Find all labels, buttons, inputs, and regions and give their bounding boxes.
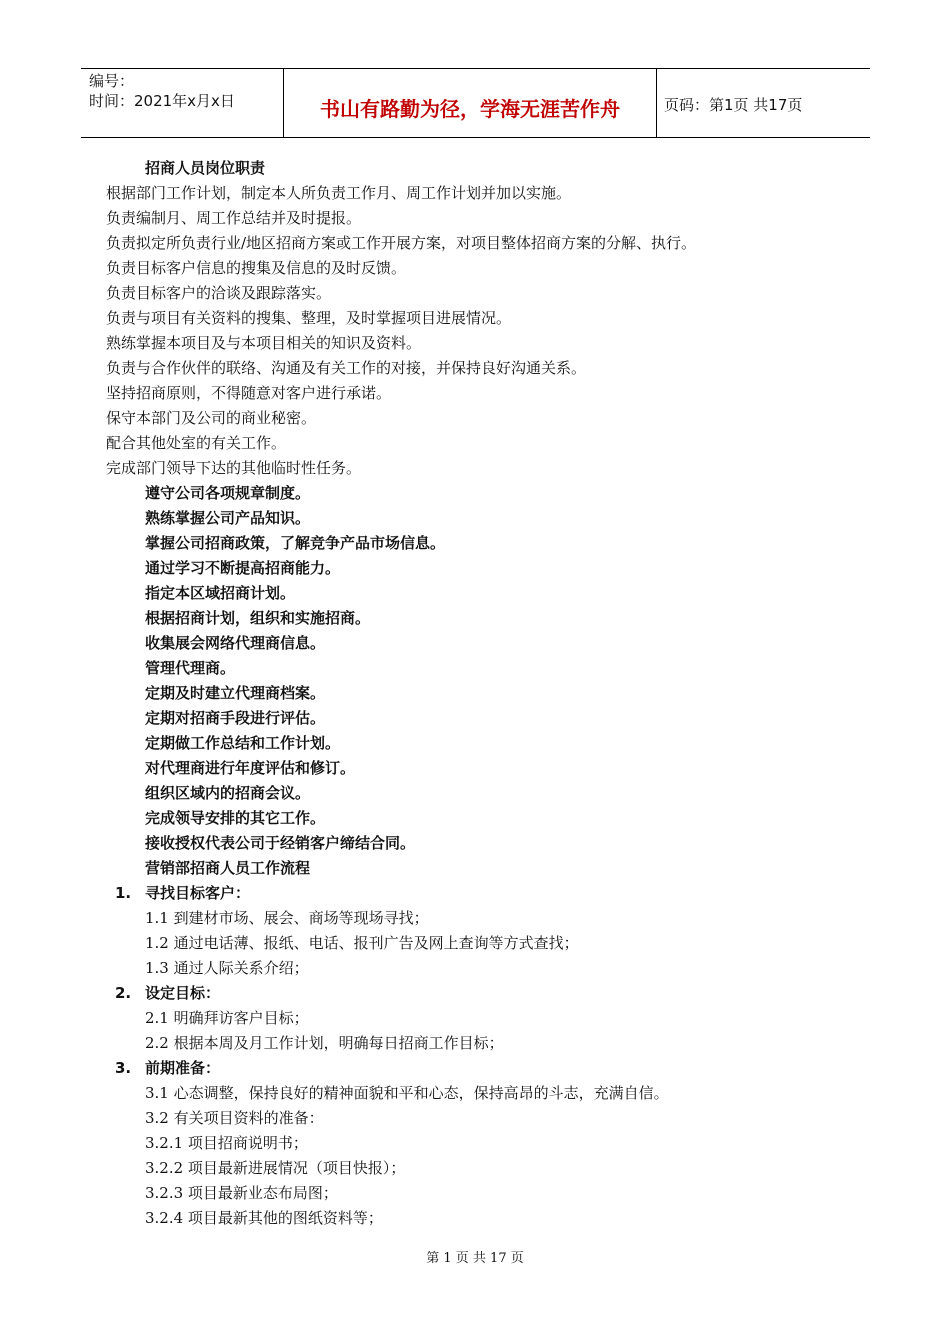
responsibility-item: 熟练掌握公司产品知识。 [145,509,311,527]
header-page-info: 页码：第1页 共17页 [664,96,803,114]
process-substep: 3.2 有关项目资料的准备： [145,1109,324,1127]
process-substep: 1.1 到建材市场、展会、商场等现场寻找； [145,909,429,927]
doc-number-label: 编号： [89,72,135,90]
duty-item: 负责与合作伙伴的联络、沟通及有关工作的对接，并保持良好沟通关系。 [106,359,587,377]
process-substep: 2.2 根据本周及月工作计划，明确每日招商工作目标； [145,1034,504,1052]
responsibility-item: 根据招商计划，组织和实施招商。 [145,609,371,627]
process-step-number: 2. [115,984,132,1002]
process-step [115,883,250,903]
process-step-title: 寻找目标客户： [145,884,251,902]
process-step-number: 1. [115,884,132,902]
header-motto: 书山有路勤为径，学海无涯苦作舟 [320,97,620,121]
responsibility-item: 定期对招商手段进行评估。 [145,709,326,727]
duty-item: 负责目标客户的洽谈及跟踪落实。 [106,284,332,302]
responsibility-item: 定期做工作总结和工作计划。 [145,734,341,752]
process-step [115,1058,220,1078]
duty-item: 负责与项目有关资料的搜集、整理，及时掌握项目进展情况。 [106,309,512,327]
header-motto-cell [283,69,657,137]
responsibility-item: 指定本区域招商计划。 [145,584,296,602]
duty-item: 负责目标客户信息的搜集及信息的及时反馈。 [106,259,407,277]
process-step-title: 设定目标： [145,984,221,1002]
process-step [115,983,220,1003]
process-substep: 3.2.1 项目招商说明书； [145,1134,308,1152]
process-substep: 3.2.2 项目最新进展情况（项目快报）； [145,1159,406,1177]
responsibility-item: 遵守公司各项规章制度。 [145,484,311,502]
page-footer: 第 1 页 共 17 页 [426,1251,524,1266]
duty-item: 保守本部门及公司的商业秘密。 [106,409,317,427]
duty-item: 根据部门工作计划，制定本人所负责工作月、周工作计划并加以实施。 [106,184,572,202]
process-step-number: 3. [115,1059,132,1077]
process-substep: 3.2.3 项目最新业态布局图； [145,1184,338,1202]
responsibility-item: 收集展会网络代理商信息。 [145,634,326,652]
header-meta-cell [81,69,283,137]
duty-item: 负责拟定所负责行业/地区招商方案或工作开展方案，对项目整体招商方案的分解、执行。 [106,234,697,252]
page-header [81,68,870,138]
doc-date-label: 时间：2021年x月x日 [89,92,235,110]
responsibility-item: 组织区域内的招商会议。 [145,784,311,802]
duty-item: 负责编制月、周工作总结并及时提报。 [106,209,362,227]
process-substep: 3.1 心态调整，保持良好的精神面貌和平和心态，保持高昂的斗志，充满自信。 [145,1084,669,1102]
section-title: 招商人员岗位职责 [145,159,266,177]
responsibility-item: 定期及时建立代理商档案。 [145,684,326,702]
process-substep: 1.2 通过电话薄、报纸、电话、报刊广告及网上查询等方式查找； [145,934,579,952]
duty-item: 完成部门领导下达的其他临时性任务。 [106,459,362,477]
responsibility-item: 接收授权代表公司于经销客户缔结合同。 [145,834,416,852]
process-substep: 2.1 明确拜访客户目标； [145,1009,309,1027]
process-title: 营销部招商人员工作流程 [145,859,311,877]
responsibility-item: 完成领导安排的其它工作。 [145,809,326,827]
duty-item: 坚持招商原则，不得随意对客户进行承诺。 [106,384,392,402]
process-step-title: 前期准备： [145,1059,221,1077]
process-substep: 3.2.4 项目最新其他的图纸资料等； [145,1209,383,1227]
responsibility-item: 通过学习不断提高招商能力。 [145,559,341,577]
responsibility-item: 掌握公司招商政策，了解竞争产品市场信息。 [145,534,446,552]
process-substep: 1.3 通过人际关系介绍； [145,959,309,977]
duty-item: 熟练掌握本项目及与本项目相关的知识及资料。 [106,334,422,352]
header-page-cell [656,69,870,137]
responsibility-item: 管理代理商。 [145,659,236,677]
duty-item: 配合其他处室的有关工作。 [106,434,287,452]
responsibility-item: 对代理商进行年度评估和修订。 [145,759,356,777]
